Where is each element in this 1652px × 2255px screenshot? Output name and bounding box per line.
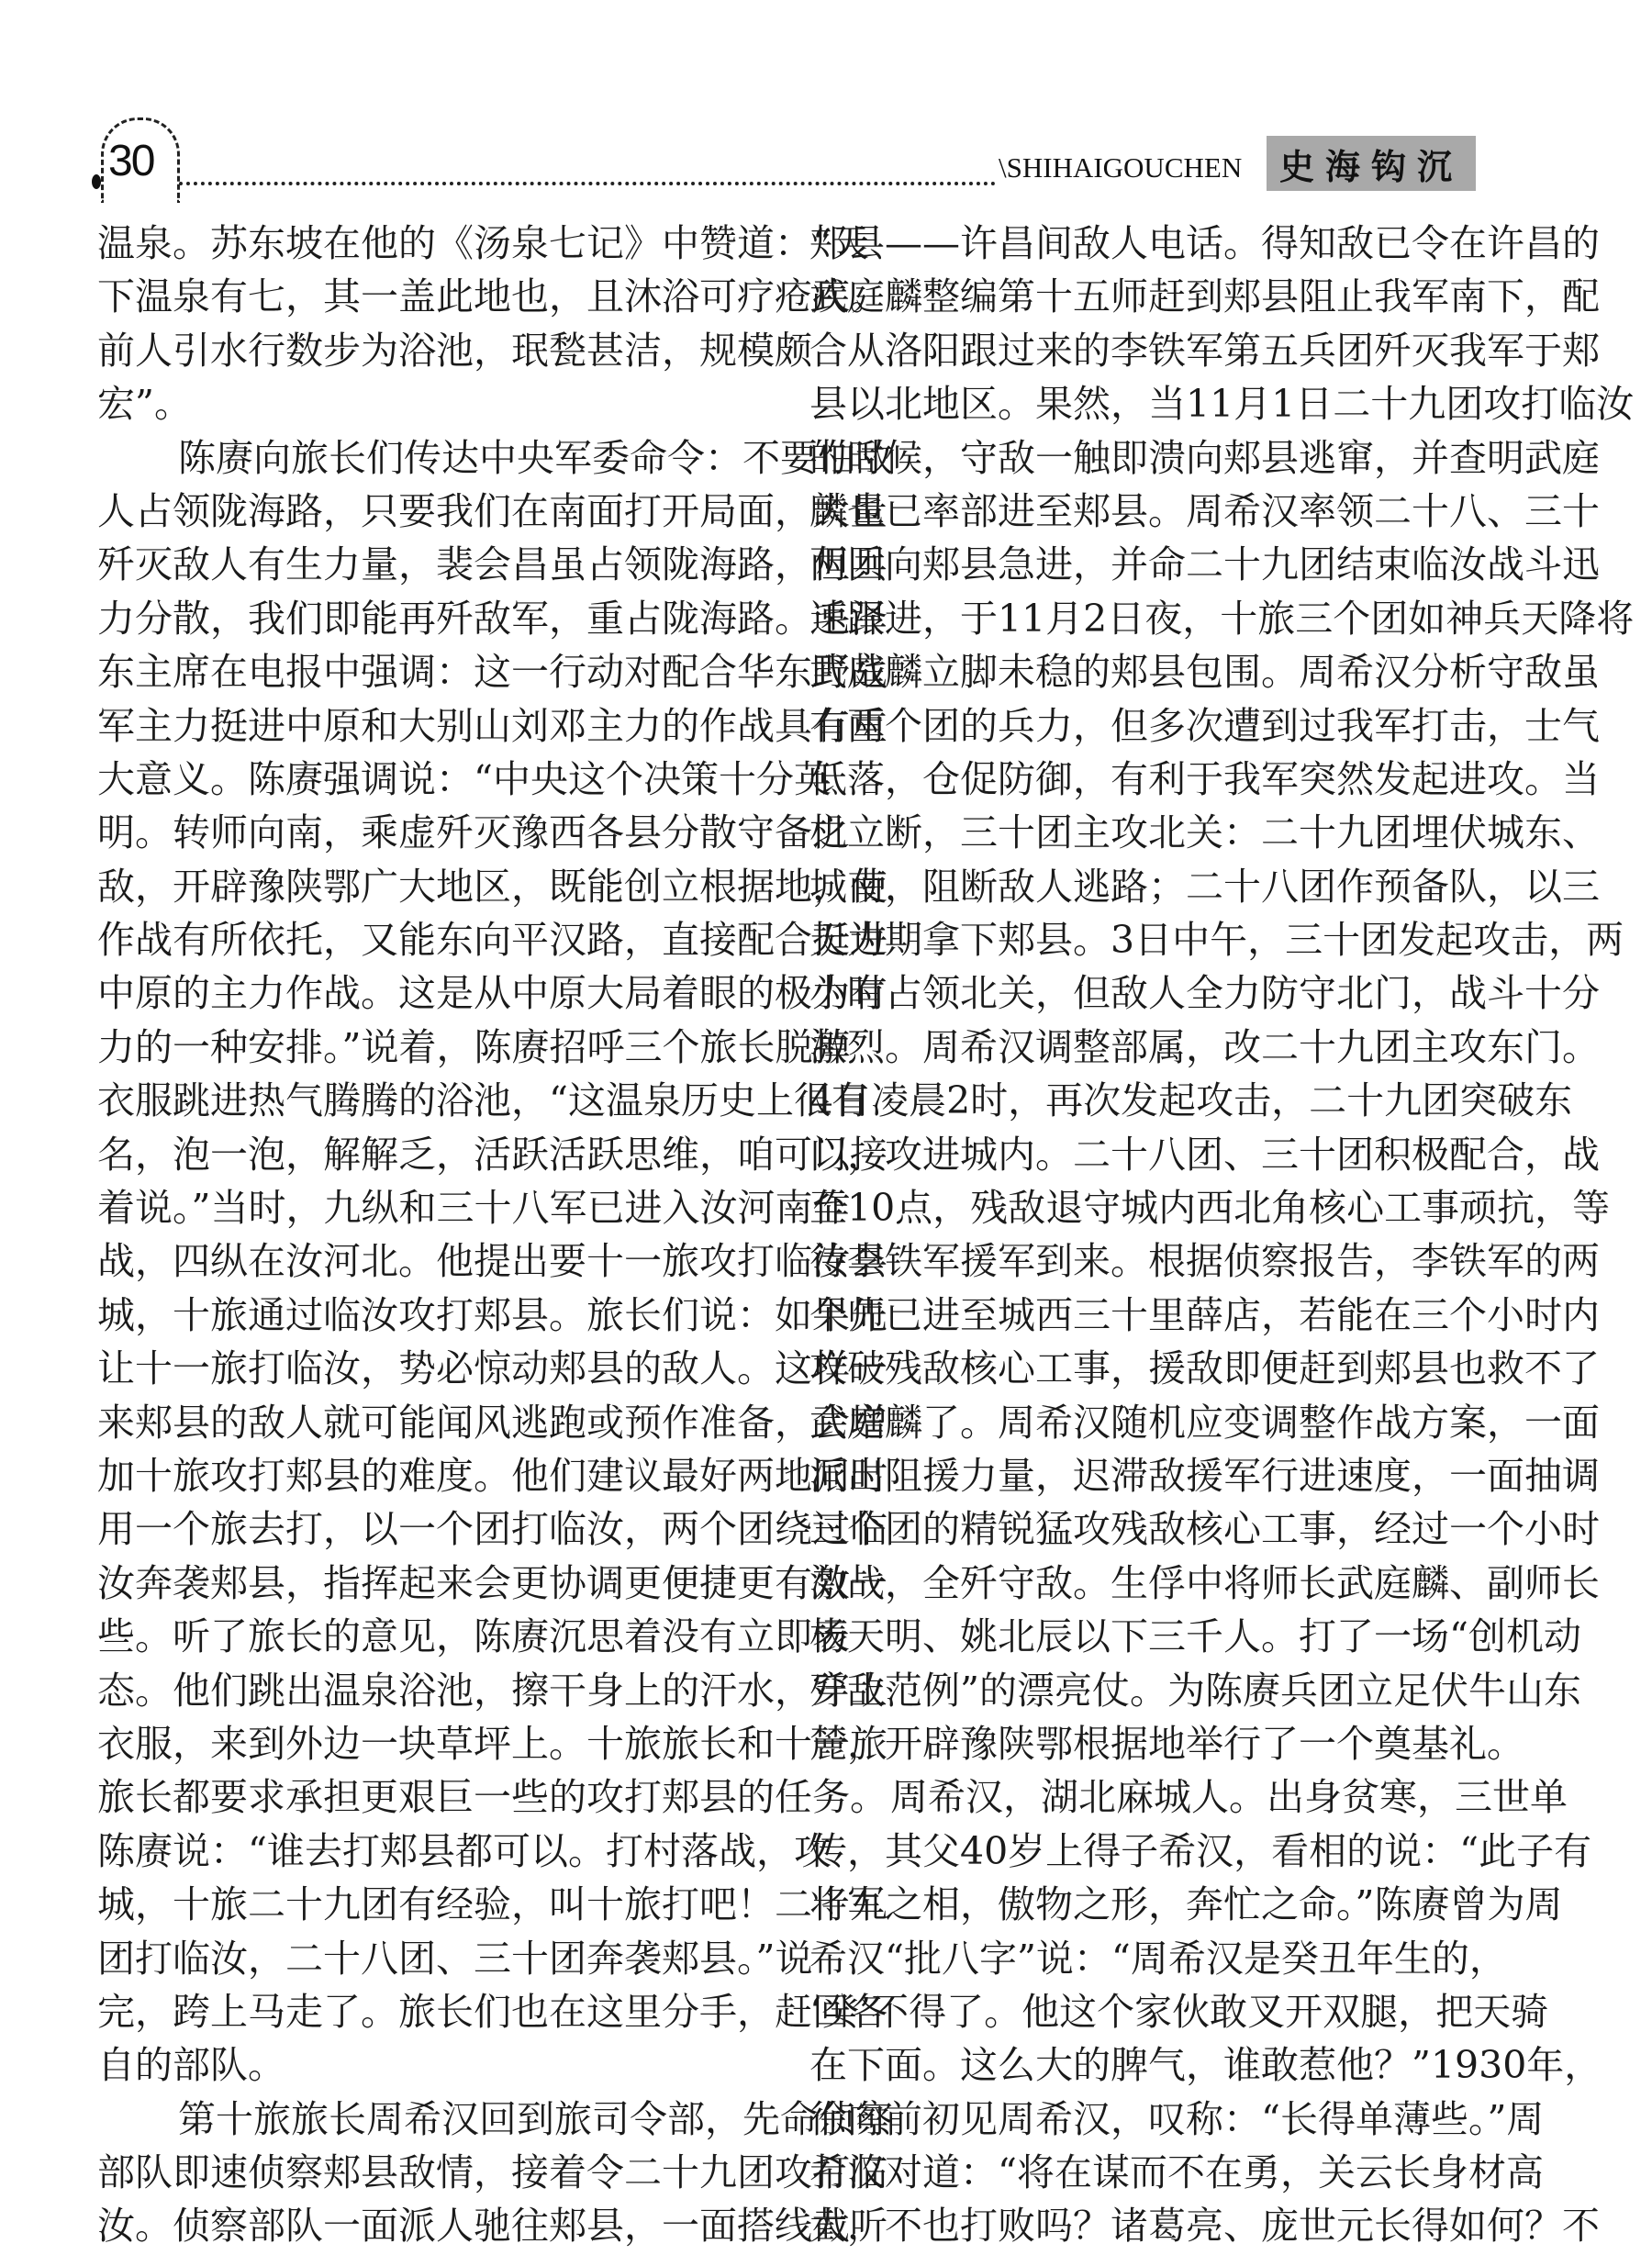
- text-line: 合从洛阳跟过来的李铁军第五兵团歼灭我军于郏: [809, 328, 1600, 373]
- text-line: 军主力挺进中原和大别山刘邓主力的作战具有重: [97, 703, 887, 748]
- text-line: 城，十旅通过临汝攻打郏县。旅长们说：如果先: [97, 1292, 887, 1337]
- text-line: 4日凌晨2时，再次发起攻击，二十九团突破东: [809, 1078, 1573, 1123]
- text-line: 明。转师向南，乘虚歼灭豫西各县分散守备之: [97, 810, 850, 855]
- section-title-box: [1267, 136, 1476, 191]
- text-line: 些。听了旅长的意见，陈赓沉思着没有立即表: [97, 1614, 850, 1659]
- text-line: 低落，仓促防御，有利于我军突然发起进攻。当: [809, 756, 1600, 801]
- text-line: 派出阻援力量，迟滞敌援军行进速度，一面抽调: [809, 1453, 1600, 1498]
- text-line: 希汉“批八字”说：“周希汉是癸丑年生的，: [809, 1936, 1507, 1981]
- text-line: 陈赓向旅长们传达中央军委命令：不要怕敌: [178, 435, 893, 480]
- text-line: 完，跨上马走了。旅长们也在这里分手，赶回各: [97, 1989, 887, 2034]
- text-line: 至10点，残敌退守城内西北角核心工事顽抗，等: [809, 1186, 1611, 1231]
- text-line: 希汉对道：“将在谋而不在勇，关云长身材高: [809, 2150, 1544, 2195]
- text-line: 力的一种安排。”说着，陈赓招呼三个旅长脱掉: [97, 1024, 851, 1069]
- text-line: 城，十旅二十九团有经验，叫十旅打吧！二十九: [97, 1882, 887, 1927]
- text-line: 待李铁军援军到来。根据侦察报告，李铁军的两: [809, 1239, 1600, 1284]
- text-line: 有两个团的兵力，但多次遭到过我军打击，士气: [809, 703, 1600, 748]
- page-number-dot-ornament: [92, 174, 101, 189]
- text-line: ‘癸’不得了。他这个家伙敢叉开双腿，把天骑: [809, 1989, 1549, 2034]
- text-line: 武庭麟整编第十五师赶到郏县阻止我军南下，配: [809, 274, 1600, 319]
- text-line: 歼灭敌人有生力量，裴会昌虽占领陇海路，但兵: [97, 542, 887, 587]
- text-line: 周希汉，湖北麻城人。出身贫寒，三世单: [890, 1775, 1568, 1820]
- text-line: 温泉。苏东坡在他的《汤泉七记》中赞道：“天: [97, 221, 869, 265]
- text-line: 宏”。: [97, 382, 192, 427]
- text-line: 天为期拿下郏县。3日中午，三十团发起攻击，两: [809, 918, 1624, 963]
- text-line: 激战，全歼守敌。生俘中将师长武庭麟、副师长: [809, 1560, 1600, 1605]
- text-line: 来郏县的敌人就可能闻风逃跑或预作准备，会增: [97, 1400, 887, 1445]
- text-line: 麓，开辟豫陕鄂根据地举行了一个奠基礼。: [809, 1721, 1524, 1766]
- text-line: 中原的主力作战。这是从中原大局着眼的极为有: [97, 971, 887, 1016]
- right-text-column: [809, 217, 1635, 2253]
- page-number: 30: [108, 137, 154, 185]
- text-line: 下温泉有七，其一盖此地也，且沐浴可疗疮疾。: [97, 274, 887, 319]
- text-line: 战，四纵在汝河北。他提出要十一旅攻打临汝县: [97, 1239, 887, 1284]
- text-line: 三个团的精锐猛攻残敌核心工事，经过一个小时: [809, 1507, 1600, 1552]
- text-line: 小时占领北关，但敌人全力防守北门，战斗十分: [809, 971, 1600, 1016]
- text-line: 让十一旅打临汝，势必惊动郏县的敌人。这样一: [97, 1346, 887, 1391]
- text-line: 汝。侦察部队一面派人驰往郏县，一面搭线截听: [97, 2204, 887, 2249]
- text-line: 人占领陇海路，只要我们在南面打开局面，大量: [97, 488, 887, 533]
- text-line: 机立断，三十团主攻北关：二十九团埋伏城东、: [809, 810, 1600, 855]
- text-line: 武庭麟了。周希汉随机应变调整作战方案，一面: [809, 1400, 1600, 1445]
- text-line: 攻破残敌核心工事，援敌即便赶到郏县也救不了: [809, 1346, 1600, 1391]
- text-line: 衣服，来到外边一块草坪上。十旅旅长和十一旅: [97, 1721, 887, 1766]
- text-line: 衣服跳进热气腾腾的浴池，“这温泉历史上很有: [97, 1078, 869, 1123]
- text-line: 速跟进，于11月2日夜，十旅三个团如神兵天降将: [809, 596, 1635, 641]
- text-line: 徐向前初见周希汉，叹称：“长得单薄些。”周: [809, 2096, 1545, 2141]
- text-line: 郏县——许昌间敌人电话。得知敌已令在许昌的: [809, 221, 1600, 265]
- left-text-column: [97, 217, 893, 2253]
- text-line: 敌，开辟豫陕鄂广大地区，既能创立根据地，使: [97, 864, 887, 909]
- text-line: 团打临汝，二十八团、三十团奔袭郏县。”说: [97, 1936, 813, 1981]
- text-line: 城南，阻断敌人逃路；二十八团作预备队，以三: [809, 864, 1600, 909]
- text-line: 歼敌范例”的漂亮仗。为陈赓兵团立足伏牛山东: [809, 1668, 1581, 1713]
- text-line: 大意义。陈赓强调说：“中央这个决策十分英: [97, 756, 832, 801]
- text-line: 传，其父40岁上得子希汉，看相的说：“此子有: [809, 1828, 1592, 1873]
- text-line: 着说。”当时，九纵和三十八军已进入汝河南作: [97, 1186, 851, 1231]
- text-line: 在下面。这么大的脾气，谁敢惹他？”1930年，: [809, 2043, 1602, 2088]
- text-line: 旅长都要求承担更艰巨一些的攻打郏县的任务。: [97, 1775, 887, 1820]
- text-line: 态。他们跳出温泉浴池，擦干身上的汗水，穿上: [97, 1668, 887, 1713]
- text-line: 汝奔袭郏县，指挥起来会更协调更便捷更有效一: [97, 1560, 887, 1605]
- section-title: 史海钩沉: [1278, 146, 1463, 187]
- text-line: 大，不也打败吗？诸葛亮、庞世元长得如何？不: [809, 2204, 1600, 2249]
- text-line: 用一个旅去打，以一个团打临汝，两个团绕过临: [97, 1507, 887, 1552]
- text-line: 的时候，守敌一触即溃向郏县逃窜，并查明武庭: [809, 435, 1600, 480]
- text-line: 门，攻进城内。二十八团、三十团积极配合，战: [809, 1132, 1600, 1177]
- text-line: 个师已进至城西三十里薛店，若能在三个小时内: [809, 1292, 1600, 1337]
- text-line: 部队即速侦察郏县敌情，接着令二十九团攻打临: [97, 2150, 887, 2195]
- text-line: 陈赓说：“谁去打郏县都可以。打村落战，攻: [97, 1828, 832, 1873]
- text-line: 东主席在电报中强调：这一行动对配合华东野战: [97, 650, 887, 695]
- text-line: 作战有所依托，又能东向平汉路，直接配合挺进: [97, 918, 887, 963]
- text-line: 麟也已率部进至郏县。周希汉率领二十八、三十: [809, 488, 1600, 533]
- text-line: 加十旅攻打郏县的难度。他们建议最好两地同时: [97, 1453, 887, 1498]
- text-line: 杨天明、姚北辰以下三千人。打了一场“创机动: [809, 1614, 1581, 1659]
- text-line: 激烈。周希汉调整部属，改二十九团主攻东门。: [809, 1024, 1600, 1069]
- header-dotted-rule: [179, 182, 996, 185]
- text-line: 力分散，我们即能再歼敌军，重占陇海路。毛泽: [97, 596, 887, 641]
- text-line: 前人引水行数步为浴池，珉甃甚洁，规模颇: [97, 328, 812, 373]
- text-line: 武庭麟立脚未稳的郏县包围。周希汉分析守敌虽: [809, 650, 1600, 695]
- text-line: 名，泡一泡，解解乏，活跃活跃思维，咱可以接: [97, 1132, 887, 1177]
- running-title: \SHIHAIGOUCHEN: [999, 151, 1243, 184]
- text-line: 将军之相，傲物之形，奔忙之命。”陈赓曾为周: [809, 1882, 1563, 1927]
- text-line: 县以北地区。果然，当11月1日二十九团攻打临汝: [809, 382, 1635, 427]
- page-header: [0, 0, 1652, 211]
- text-line: 自的部队。: [97, 2043, 285, 2088]
- text-line: 两团向郏县急进，并命二十九团结束临汝战斗迅: [809, 542, 1600, 587]
- text-line: 第十旅旅长周希汉回到旅司令部，先命侦察: [178, 2096, 893, 2141]
